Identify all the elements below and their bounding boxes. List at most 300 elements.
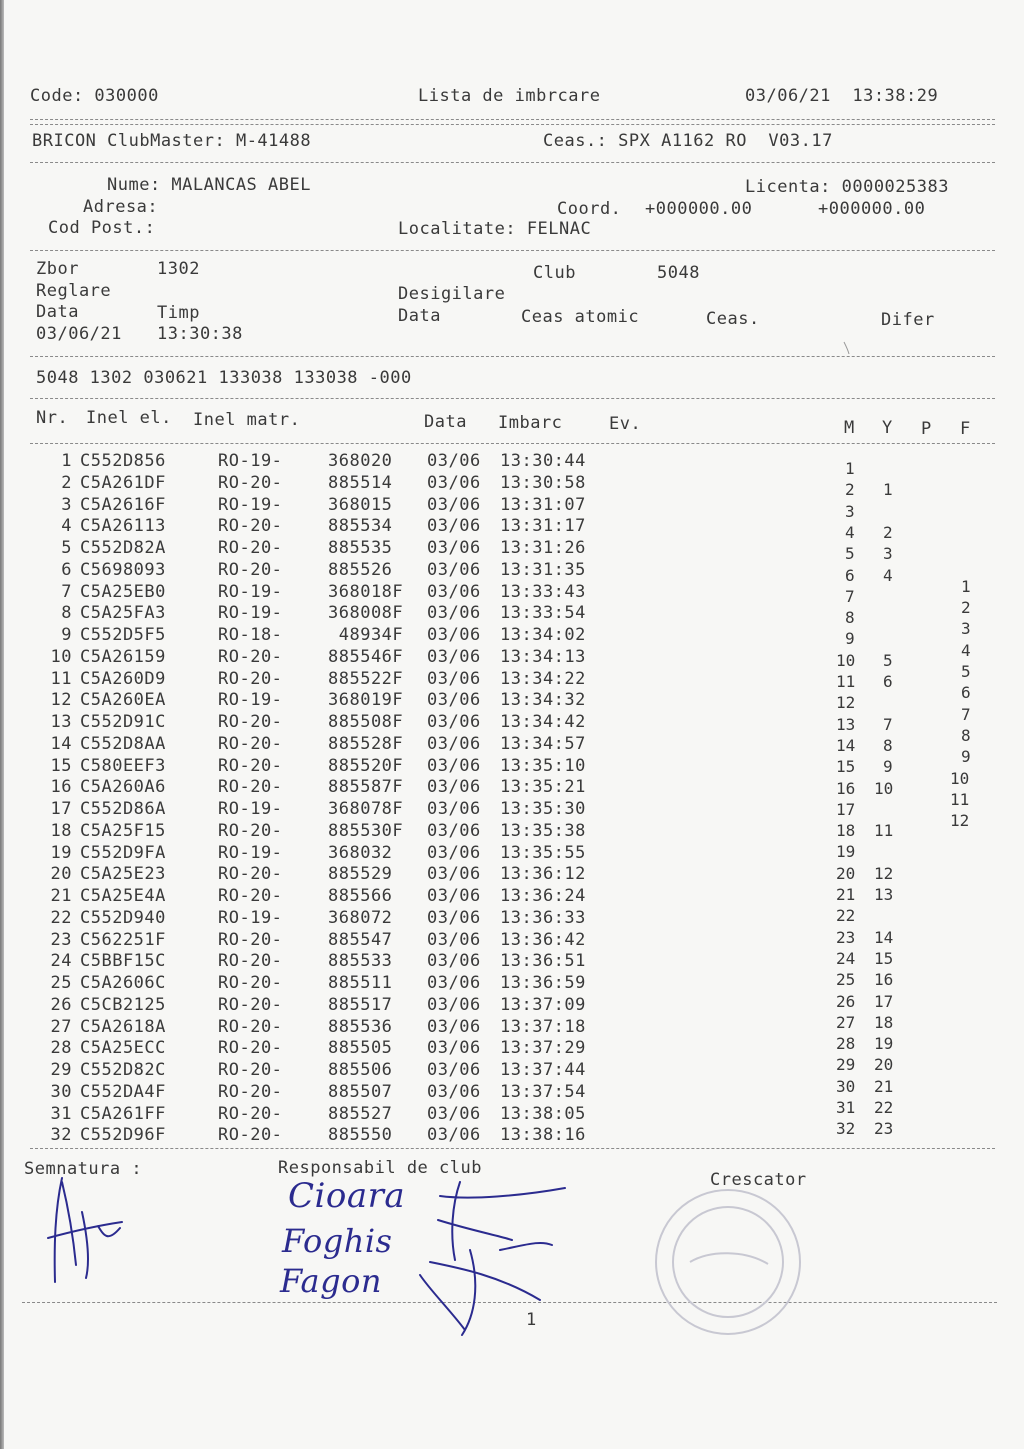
row-inel-matr: 885566 (328, 886, 393, 906)
row-date: 03/06 (427, 581, 481, 602)
row-nr: 25 (50, 973, 72, 993)
rank-m: 12 (836, 693, 856, 713)
row-inel-matr: 885511 (328, 973, 393, 993)
row-inel-matr: 885528F (328, 733, 404, 754)
rank-m: 1 (845, 459, 855, 478)
row-ro-prefix: RO-20- (218, 538, 283, 558)
clubmaster-id: BRICON ClubMaster: M-41488 (32, 131, 312, 151)
rank-m: 2 (845, 480, 855, 500)
set-time: 13:30:38 (157, 324, 243, 344)
page-number: 1 (526, 1310, 537, 1330)
rank-f: 2 (961, 598, 971, 618)
rank-m: 8 (845, 608, 855, 628)
row-nr: 31 (50, 1103, 72, 1124)
row-time: 13:34:32 (500, 690, 586, 711)
rank-m: 26 (836, 991, 856, 1011)
row-inel-matr: 885546F (328, 646, 404, 667)
responsible-signature-mark (420, 1182, 565, 1335)
row-inel-el: C552D8AA (80, 733, 166, 754)
row-date: 03/06 (427, 994, 481, 1015)
row-ro-prefix: RO-20- (218, 994, 283, 1015)
clock-label: Ceas. (706, 309, 760, 329)
boarding-list-document: Code: 030000 Lista de imbrcare 03/06/21 13:38:29 BRICON ClubMaster: M-41488 Ceas.: SPX A1162 RO V03.17 Nume: MALANCAS ABEL Licenta: 0000025383 Adresa: Coord. +000000.00 +000000.00 Cod Post.: Localitate: FELNAC Zbor 1302 Club 5048 Reglare Desigilare Data Timp Data Ceas atomic Ceas. Difer 03/06/21 13:30:38 5048 1302 030621 133038 133038 -000 Nr. Inel el. Inel matr. Data Imbarc Ev. M Y P F 1 C552D856 RO-19- 368020 03/06 13:30:44 2 C5A261DF RO-20- 885514 03/06 13:30:58 3 C5A2616F RO-19- 368015 03/06 13:31:07 4 C5A26113 RO-20- 885534 03/06 13:31:17 5 C552D82A RO-20- 885535 03/06 13:31:26 6 C5698093 RO-20- 885526 03/06 13:31:35 7 C5A25EB0 RO-19- 368018F 03/06 13:33:43 8 C5A25FA3 RO-19- 368008F 03/06 13:33:54 9 C552D5F5 RO-18- 48934F 03/06 13:34:02 10 C5A26159 RO-20- 885546F 03/06 13:34:13 11 C5A260D9 RO-20- 885522F 03/06 13:34:22 12 C5A260EA RO-19- 368019F 03/06 13:34:32 13 C552D91C RO-20- 885508F 03/06 13:34:42 14 C552D8AA RO-20- 885528F 03/06 13:34:57 15 C580EEF3 RO-20- 885520F 03/06 13:35:10 16 C5A260A6 RO-20- 885587F 03/06 13:35:21 17 C552D86A RO-19- 368078F 03/06 13:35:30 18 C5A25F15 RO-20- 885530F 03/06 13:35:38 19 C552D9FA RO-19- 368032 03/06 13:35:55 20 C5A25E23 RO-20- 885529 03/06 13:36:12 21 C5A25E4A RO-20- 885566 03/06 13:36:24 22 C552D940 RO-19- 368072 03/06 13:36:33 23 C562251F RO-20- 885547 03/06 13:36:42 24 C5BBF15C RO-20- 885533 03/06 13:36:51 25 C5A2606C RO-20- 885511 03/06 13:36:59 26 C5CB2125 RO-20- 885517 03/06 13:37:09 27 C5A2618A RO-20- 885536 03/06 13:37:18 28 C5A25ECC RO-20- 885505 03/06 13:37:29 29 C552D82C RO-20- 885506 03/06 13:37:44 30 C552DA4F RO-20- 885507 03/06 13:37:54 31 C5A261FF RO-20- 885527 03/06 13:38:05 32 C552D96F RO-20- 885550 03/06 13:38:16 1 2 1 3 4 2 5 3 6 4 7 1 8 2 9 3 10 5 4 11 6 5 12 6 13 7 7 14 8 8 15 9 9 16 10 10 17 11 18 11 12 19 20 12 21 13 22 23 14 24 15 25 16 26 17 27 18 28 19 29 20 30 21 31 22 32 23 Semnatura : Responsabil de club Crescator 1 Cioara Foghis Fagon (0, 0, 1024, 1449)
row-time: 13:37:18 (500, 1016, 586, 1037)
row-ro-prefix: RO-19- (218, 907, 283, 928)
rank-y: 21 (874, 1076, 894, 1096)
row-time: 13:36:12 (500, 864, 586, 885)
row-inel-el: C5BBF15C (80, 951, 166, 972)
row-nr: 20 (50, 864, 72, 885)
row-date: 03/06 (427, 886, 481, 906)
row-nr: 19 (50, 842, 72, 863)
code-label: Code: 030000 (30, 86, 159, 106)
row-inel-el: C5A2616F (80, 494, 166, 515)
row-inel-matr: 885517 (328, 994, 393, 1015)
row-time: 13:35:30 (500, 799, 586, 819)
rank-f: 6 (961, 683, 971, 703)
rank-m: 32 (836, 1119, 856, 1139)
row-ro-prefix: RO-20- (218, 777, 283, 798)
row-nr: 32 (50, 1125, 72, 1146)
rank-m: 19 (836, 842, 856, 862)
rank-m: 20 (836, 863, 856, 883)
row-date: 03/06 (427, 1060, 481, 1080)
row-inel-el: C5A261DF (80, 472, 166, 493)
row-inel-matr: 885550 (328, 1125, 393, 1146)
tick-mark (844, 342, 849, 354)
row-date: 03/06 (427, 733, 481, 754)
row-nr: 29 (50, 1060, 72, 1080)
rank-y: 3 (883, 544, 893, 564)
row-inel-el: C5A261FF (80, 1103, 166, 1124)
row-nr: 5 (61, 538, 72, 558)
col-nr: Nr. (36, 408, 69, 428)
col-imbarc: Imbarc (498, 413, 563, 433)
row-inel-matr: 885508F (328, 712, 404, 732)
col-inel-el: Inel el. (86, 408, 172, 428)
row-inel-el: C552D5F5 (80, 625, 166, 645)
col-y: Y (882, 418, 893, 438)
row-inel-el: C552D9FA (80, 842, 166, 863)
row-time: 13:36:51 (500, 951, 586, 972)
row-nr: 16 (50, 777, 72, 798)
row-inel-el: C5A2606C (80, 973, 166, 993)
rank-m: 11 (836, 672, 856, 691)
row-inel-matr: 885506 (328, 1060, 393, 1080)
row-ro-prefix: RO-20- (218, 646, 283, 667)
row-inel-el: C552D86A (80, 799, 166, 819)
rank-y: 15 (874, 948, 894, 968)
row-ro-prefix: RO-20- (218, 516, 283, 537)
row-nr: 14 (50, 733, 72, 754)
row-date: 03/06 (427, 842, 481, 863)
signature-label: Semnatura : (24, 1159, 143, 1179)
row-ro-prefix: RO-20- (218, 929, 283, 950)
row-ro-prefix: RO-20- (218, 1016, 283, 1037)
rank-m: 18 (836, 821, 856, 841)
row-nr: 22 (50, 907, 72, 928)
row-inel-matr: 368008F (328, 603, 404, 624)
row-nr: 11 (50, 668, 72, 689)
row-inel-matr: 885547 (328, 929, 393, 950)
col-inel-matr: Inel matr. (193, 410, 301, 430)
row-time: 13:30:44 (500, 451, 586, 471)
unseal-date-label: Data (398, 306, 441, 326)
row-date: 03/06 (427, 864, 481, 885)
row-date: 03/06 (427, 799, 481, 819)
row-time: 13:35:55 (500, 842, 586, 863)
row-date: 03/06 (427, 929, 481, 950)
col-p: P (921, 419, 932, 439)
row-ro-prefix: RO-20- (218, 864, 283, 885)
row-inel-el: C5A25FA3 (80, 603, 166, 624)
coord-lon: +000000.00 (818, 199, 926, 219)
rank-y: 1 (883, 480, 893, 500)
row-date: 03/06 (427, 820, 481, 841)
row-inel-matr: 368020 (328, 451, 393, 471)
row-time: 13:33:43 (500, 581, 586, 602)
row-date: 03/06 (427, 951, 481, 972)
row-inel-el: C5A260EA (80, 690, 166, 711)
rank-y: 5 (883, 650, 893, 670)
row-inel-matr: 368019F (328, 690, 404, 711)
row-time: 13:37:09 (500, 994, 586, 1015)
rank-m: 29 (836, 1055, 856, 1075)
row-inel-el: C552D82A (80, 538, 166, 558)
summary-line: 5048 1302 030621 133038 133038 -000 (36, 368, 412, 388)
row-inel-matr: 885505 (328, 1038, 393, 1059)
rank-f: 7 (961, 704, 971, 724)
row-inel-matr: 368015 (328, 494, 393, 515)
row-nr: 8 (61, 603, 72, 624)
row-inel-el: C5A260A6 (80, 777, 166, 798)
row-time: 13:31:07 (500, 494, 586, 515)
row-date: 03/06 (427, 1038, 481, 1059)
row-ro-prefix: RO-20- (218, 1081, 283, 1102)
rank-m: 16 (836, 778, 856, 798)
row-nr: 12 (50, 690, 72, 711)
row-nr: 21 (50, 886, 72, 906)
row-ro-prefix: RO-20- (218, 951, 283, 972)
rank-y: 17 (874, 991, 894, 1011)
row-time: 13:34:13 (500, 646, 586, 667)
row-time: 13:33:54 (500, 603, 586, 624)
row-inel-matr: 885533 (328, 951, 393, 972)
rank-y: 8 (883, 735, 893, 755)
row-time: 13:38:16 (500, 1125, 586, 1146)
row-date: 03/06 (427, 625, 481, 645)
row-inel-matr: 885530F (328, 820, 404, 841)
row-date: 03/06 (427, 690, 481, 711)
row-time: 13:31:26 (500, 538, 586, 558)
rank-y: 4 (883, 565, 893, 585)
rank-f: 11 (950, 789, 970, 809)
row-inel-el: C5A25F15 (80, 820, 166, 841)
row-inel-matr: 885527 (328, 1103, 393, 1124)
row-date: 03/06 (427, 907, 481, 928)
row-time: 13:34:22 (500, 668, 586, 689)
clock-id: Ceas.: SPX A1162 RO V03.17 (543, 131, 833, 151)
row-ro-prefix: RO-20- (218, 973, 283, 993)
rank-f: 9 (961, 747, 971, 767)
col-data: Data (424, 412, 467, 432)
rank-m: 15 (836, 757, 856, 777)
rank-f: 1 (961, 576, 971, 596)
breeder-label: Crescator (710, 1170, 807, 1190)
club-number: 5048 (657, 263, 700, 283)
row-inel-el: C5A25E23 (80, 864, 166, 885)
row-inel-el: C5A26113 (80, 516, 166, 537)
row-ro-prefix: RO-18- (218, 625, 283, 645)
row-nr: 3 (61, 494, 72, 515)
rank-m: 27 (836, 1012, 856, 1032)
locality: Localitate: FELNAC (398, 219, 592, 239)
row-date: 03/06 (427, 973, 481, 993)
row-time: 13:37:29 (500, 1038, 586, 1059)
row-inel-matr: 885534 (328, 516, 393, 537)
row-inel-el: C552D96F (80, 1125, 166, 1146)
row-ro-prefix: RO-20- (218, 1125, 283, 1146)
owner-name: Nume: MALANCAS ABEL (107, 175, 311, 195)
rank-m: 6 (845, 565, 855, 585)
set-label: Reglare (36, 281, 112, 301)
row-date: 03/06 (427, 494, 481, 515)
row-time: 13:31:17 (500, 516, 586, 537)
row-nr: 23 (50, 929, 72, 950)
rank-m: 4 (845, 522, 855, 542)
row-inel-el: C5A25EB0 (80, 581, 166, 602)
row-nr: 28 (50, 1038, 72, 1059)
rank-y: 7 (883, 714, 893, 734)
rank-f: 8 (961, 725, 971, 745)
row-time: 13:36:24 (500, 886, 586, 906)
postal-code: Cod Post.: (48, 218, 156, 238)
rank-m: 10 (836, 650, 856, 670)
owner-address: Adresa: (83, 197, 159, 217)
rank-y: 19 (874, 1034, 894, 1054)
row-time: 13:38:05 (500, 1103, 586, 1124)
row-nr: 1 (61, 451, 72, 471)
signature-mark (48, 1178, 122, 1282)
atomic-clock-label: Ceas atomic (521, 307, 640, 327)
row-nr: 18 (50, 820, 72, 841)
rank-m: 9 (845, 629, 855, 649)
row-date: 03/06 (427, 668, 481, 689)
row-date: 03/06 (427, 1016, 481, 1037)
rank-f: 10 (950, 768, 970, 788)
row-time: 13:30:58 (500, 472, 586, 493)
row-date: 03/06 (427, 646, 481, 667)
row-inel-el: C562251F (80, 929, 166, 950)
rank-y: 2 (883, 522, 893, 542)
rank-m: 25 (836, 970, 856, 990)
row-ro-prefix: RO-20- (218, 559, 283, 580)
row-ro-prefix: RO-20- (218, 472, 283, 493)
row-inel-el: C5A26159 (80, 646, 166, 667)
row-date: 03/06 (427, 603, 481, 624)
row-inel-matr: 885536 (328, 1016, 393, 1037)
row-inel-matr: 885520F (328, 755, 404, 776)
row-inel-el: C552D856 (80, 451, 166, 471)
row-ro-prefix: RO-20- (218, 886, 283, 906)
row-nr: 2 (61, 472, 72, 493)
rank-y: 23 (874, 1119, 894, 1139)
row-ro-prefix: RO-20- (218, 1103, 283, 1124)
print-datetime: 03/06/21 13:38:29 (745, 86, 939, 106)
col-ev: Ev. (609, 414, 642, 434)
row-nr: 17 (50, 799, 72, 819)
rank-y: 20 (874, 1055, 894, 1075)
row-ro-prefix: RO-19- (218, 581, 283, 602)
row-nr: 10 (50, 646, 72, 667)
rank-m: 30 (836, 1076, 856, 1096)
rank-m: 13 (836, 714, 856, 734)
row-time: 13:34:57 (500, 733, 586, 754)
row-nr: 26 (50, 994, 72, 1015)
rank-m: 31 (836, 1098, 856, 1117)
rank-f: 3 (961, 619, 971, 639)
rank-y: 10 (874, 778, 894, 798)
row-inel-matr: 368072 (328, 907, 393, 928)
row-inel-matr: 885587F (328, 777, 404, 798)
row-ro-prefix: RO-19- (218, 690, 283, 711)
rank-y: 12 (874, 863, 894, 883)
row-time: 13:36:33 (500, 907, 586, 928)
row-ro-prefix: RO-20- (218, 668, 283, 689)
row-time: 13:35:21 (500, 777, 586, 798)
flight-number: 1302 (157, 259, 200, 279)
coord-label: Coord. (557, 199, 622, 219)
row-time: 13:34:42 (500, 712, 586, 732)
row-ro-prefix: RO-19- (218, 603, 283, 624)
row-inel-matr: 885526 (328, 559, 393, 580)
row-nr: 7 (61, 581, 72, 602)
row-inel-matr: 48934F (328, 625, 404, 645)
rank-y: 18 (874, 1012, 894, 1032)
set-date: 03/06/21 (36, 324, 122, 344)
row-nr: 27 (50, 1016, 72, 1037)
rank-f: 5 (961, 662, 971, 681)
row-date: 03/06 (427, 755, 481, 776)
row-time: 13:37:54 (500, 1081, 586, 1102)
club-label: Club (533, 263, 576, 283)
row-date: 03/06 (427, 1103, 481, 1124)
row-date: 03/06 (427, 516, 481, 537)
date-label: Data (36, 302, 79, 322)
row-nr: 15 (50, 755, 72, 776)
document-title: Lista de imbrcare (418, 86, 601, 106)
row-inel-matr: 368032 (328, 842, 393, 863)
difference-label: Difer (881, 310, 935, 330)
row-inel-matr: 368018F (328, 581, 404, 602)
rank-y: 13 (874, 885, 894, 904)
row-ro-prefix: RO-20- (218, 712, 283, 732)
row-ro-prefix: RO-19- (218, 451, 283, 471)
row-time: 13:36:42 (500, 929, 586, 950)
row-inel-el: C5A25E4A (80, 886, 166, 906)
row-inel-el: C552D82C (80, 1060, 166, 1080)
row-inel-el: C580EEF3 (80, 755, 166, 776)
rank-f: 4 (961, 640, 971, 660)
rank-m: 14 (836, 735, 856, 755)
rank-m: 21 (836, 885, 856, 904)
row-inel-el: C5CB2125 (80, 994, 166, 1015)
row-date: 03/06 (427, 712, 481, 732)
rank-y: 9 (883, 757, 893, 777)
row-time: 13:35:38 (500, 820, 586, 841)
row-inel-el: C5A25ECC (80, 1038, 166, 1059)
row-nr: 24 (50, 951, 72, 972)
row-inel-el: C552D91C (80, 712, 166, 732)
row-ro-prefix: RO-20- (218, 820, 283, 841)
row-ro-prefix: RO-20- (218, 1060, 283, 1080)
row-time: 13:36:59 (500, 973, 586, 993)
rank-y: 14 (874, 927, 894, 947)
rank-y: 11 (874, 821, 894, 841)
row-time: 13:31:35 (500, 559, 586, 580)
row-date: 03/06 (427, 472, 481, 493)
row-ro-prefix: RO-19- (218, 842, 283, 863)
row-time: 13:34:02 (500, 625, 586, 645)
row-ro-prefix: RO-20- (218, 755, 283, 776)
row-time: 13:35:10 (500, 755, 586, 776)
row-ro-prefix: RO-20- (218, 1038, 283, 1059)
row-inel-el: C5A2618A (80, 1016, 166, 1037)
row-date: 03/06 (427, 559, 481, 580)
col-m: M (844, 418, 855, 438)
row-nr: 4 (61, 516, 72, 537)
row-time: 13:37:44 (500, 1060, 586, 1080)
col-f: F (960, 419, 971, 439)
row-inel-matr: 885529 (328, 864, 393, 885)
row-inel-el: C552DA4F (80, 1081, 166, 1102)
row-nr: 30 (50, 1081, 72, 1102)
row-ro-prefix: RO-19- (218, 799, 283, 819)
rank-y: 16 (874, 970, 894, 990)
row-date: 03/06 (427, 451, 481, 471)
row-ro-prefix: RO-19- (218, 494, 283, 515)
coord-lat: +000000.00 (645, 199, 753, 219)
rank-m: 3 (845, 501, 855, 521)
time-label: Timp (157, 303, 200, 323)
rank-m: 24 (836, 948, 856, 968)
row-inel-el: C5A260D9 (80, 668, 166, 689)
row-date: 03/06 (427, 1081, 481, 1102)
row-inel-matr: 885507 (328, 1081, 393, 1102)
row-inel-matr: 368078F (328, 799, 404, 819)
rank-m: 17 (836, 799, 856, 819)
owner-license: Licenta: 0000025383 (745, 177, 949, 197)
row-nr: 9 (61, 625, 72, 645)
rank-y: 22 (874, 1098, 894, 1117)
row-date: 03/06 (427, 1125, 481, 1146)
unseal-label: Desigilare (398, 284, 506, 304)
rank-m: 5 (845, 544, 855, 564)
rank-m: 7 (845, 586, 855, 606)
club-responsible-label: Responsabil de club (278, 1158, 482, 1178)
row-date: 03/06 (427, 538, 481, 558)
row-inel-el: C552D940 (80, 907, 166, 928)
row-nr: 6 (61, 559, 72, 580)
row-date: 03/06 (427, 777, 481, 798)
rank-y: 6 (883, 672, 893, 691)
row-nr: 13 (50, 712, 72, 732)
stamp-mark (656, 1190, 800, 1334)
row-inel-matr: 885514 (328, 472, 393, 493)
rank-f: 12 (950, 811, 970, 831)
row-inel-matr: 885535 (328, 538, 393, 558)
row-inel-matr: 885522F (328, 668, 404, 689)
